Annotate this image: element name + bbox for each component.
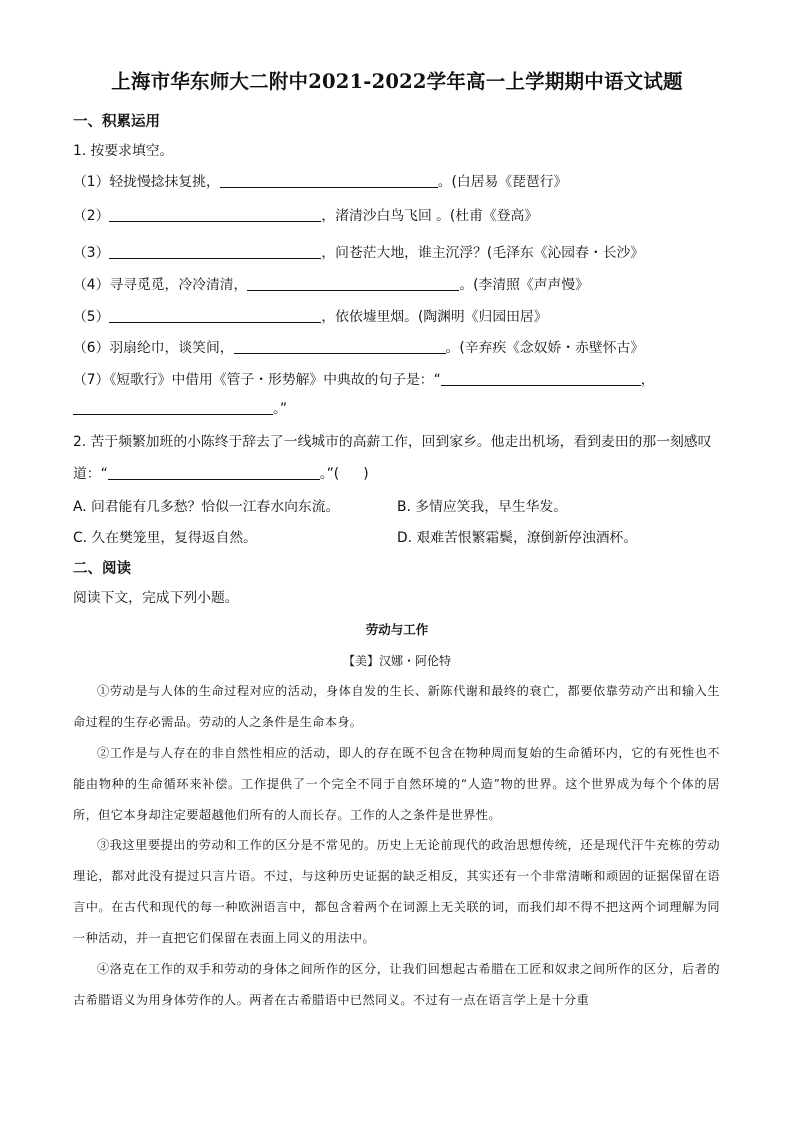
article-title: 劳动与工作 xyxy=(365,622,429,637)
item-prefix: 羽扇纶巾，谈笑间， xyxy=(109,340,234,356)
q1-item-1 xyxy=(73,171,567,192)
q1-item-4 xyxy=(73,274,589,295)
option-c[interactable]: C. 久在樊笼里，复得返自然。 xyxy=(73,530,257,546)
item-suffix: 。(白居易《琵琶行》 xyxy=(437,174,568,190)
item-suffix: ，依依墟里烟。(陶渊明《归园田居》 xyxy=(321,309,548,325)
item-number: （4） xyxy=(73,277,110,293)
section-heading-accumulation: 一、积累运用 xyxy=(73,114,160,130)
q1-item-5 xyxy=(73,306,548,327)
item-prefix: 《短歌行》中借用《管子・形势解》中典故的句子是：“ xyxy=(109,372,441,388)
answer-blank-1[interactable] xyxy=(220,171,438,188)
question-1-stem: 1. 按要求填空。 xyxy=(73,143,174,159)
item-number: （7） xyxy=(73,372,110,388)
q1-item-2 xyxy=(73,205,538,226)
q1-item-7-continued xyxy=(73,398,287,419)
item-prefix: 轻拢慢捻抹复挑， xyxy=(109,174,220,190)
article-paragraph-4: ④洛克在工作的双手和劳动的身体之间所作的区分，让我们回想起古希腊在工匠和奴隶之间所作的区分，后者的古希腊语义为用身体劳作的人。两者在古希腊语中已然同义。不过有一点在语言学上是十分重 xyxy=(73,962,720,1007)
answer-blank-7a[interactable] xyxy=(441,369,641,386)
answer-blank-q2[interactable] xyxy=(108,463,320,480)
item-suffix: 。(辛弃疾《念奴娇・赤壁怀古》 xyxy=(445,340,645,356)
answer-blank-2[interactable] xyxy=(109,205,321,222)
item-suffix: ，渚清沙白鸟飞回 。(杜甫《登高》 xyxy=(321,208,539,224)
page-title: 上海市华东师大二附中2021-2022学年高一上学期期中语文试题 xyxy=(111,70,683,93)
question-2-stem-continued xyxy=(73,463,369,484)
item-number: （2） xyxy=(73,208,110,224)
answer-blank-4[interactable] xyxy=(247,274,459,291)
article-paragraph-1: ①劳动是与人体的生命过程对应的活动，身体自发的生长、新陈代谢和最终的衰亡，都要依靠劳动产出和输入生命过程的生存必需品。劳动的人之条件是生命本身。 xyxy=(73,684,720,729)
option-a[interactable]: A. 问君能有几多愁？恰似一江春水向东流。 xyxy=(73,499,340,515)
section-heading-reading: 二、阅读 xyxy=(73,561,131,577)
answer-blank-7b[interactable] xyxy=(73,398,273,415)
article-paragraph-2: ②工作是与人存在的非自然性相应的活动，即人的存在既不包含在物种周而复始的生命循环内，它的有死性也不能由物种的生命循环来补偿。工作提供了一个完全不同于自然环境的“人造”物的世界。这个世界成为每个个体的居所，但它本身却注定要超越他们所有的人而长存。工作的人之条件是世界性。 xyxy=(73,746,720,822)
item-suffix: ， xyxy=(640,372,655,388)
item-number: （6） xyxy=(73,340,110,356)
article-paragraph-3: ③我这里要提出的劳动和工作的区分是不常见的。历史上无论前现代的政治思想传统，还是现代汗牛充栋的劳动理论，都对此没有提过只言片语。不过，与这种历史证据的缺乏相反，其实还有一个非常清晰和顽固的证据保留在语言中。在古代和现代的每一种欧洲语言中，都包含着两个在词源上无关联的词，而我们却不得不把这两个词理解为同一种活动，并一直把它们保留在表面上同义的用法中。 xyxy=(73,838,720,945)
reading-instruction: 阅读下文，完成下列小题。 xyxy=(73,590,239,606)
q2-suffix: 。”( xyxy=(319,466,340,482)
item-number: （1） xyxy=(73,174,110,190)
q1-item-6 xyxy=(73,337,644,358)
item-prefix: 寻寻觅觅，冷冷清清， xyxy=(109,277,248,293)
item-7-end: 。” xyxy=(273,401,288,417)
article-author: 【美】汉娜・阿伦特 xyxy=(342,654,451,668)
item-suffix: 。(李清照《声声慢》 xyxy=(459,277,589,293)
item-number: （5） xyxy=(73,309,110,325)
q2-close: ) xyxy=(363,466,369,482)
q2-prefix: 道：“ xyxy=(73,466,108,482)
q1-item-3 xyxy=(73,242,644,263)
question-2-stem: 2. 苦于频繁加班的小陈终于辞去了一线城市的高薪工作，回到家乡。他走出机场，看到麦田的那一刻感叹 xyxy=(73,434,712,450)
answer-blank-3[interactable] xyxy=(109,242,321,259)
option-d[interactable]: D. 艰难苦恨繁霜鬓，潦倒新停浊酒杯。 xyxy=(397,530,638,546)
option-b[interactable]: B. 多情应笑我，早生华发。 xyxy=(397,499,568,515)
item-number: （3） xyxy=(73,245,110,261)
item-suffix: ，问苍茫大地，谁主沉浮？(毛泽东《沁园春・长沙》 xyxy=(321,245,645,261)
answer-blank-5[interactable] xyxy=(109,306,321,323)
answer-blank-6[interactable] xyxy=(234,337,446,354)
q1-item-7 xyxy=(73,369,655,390)
